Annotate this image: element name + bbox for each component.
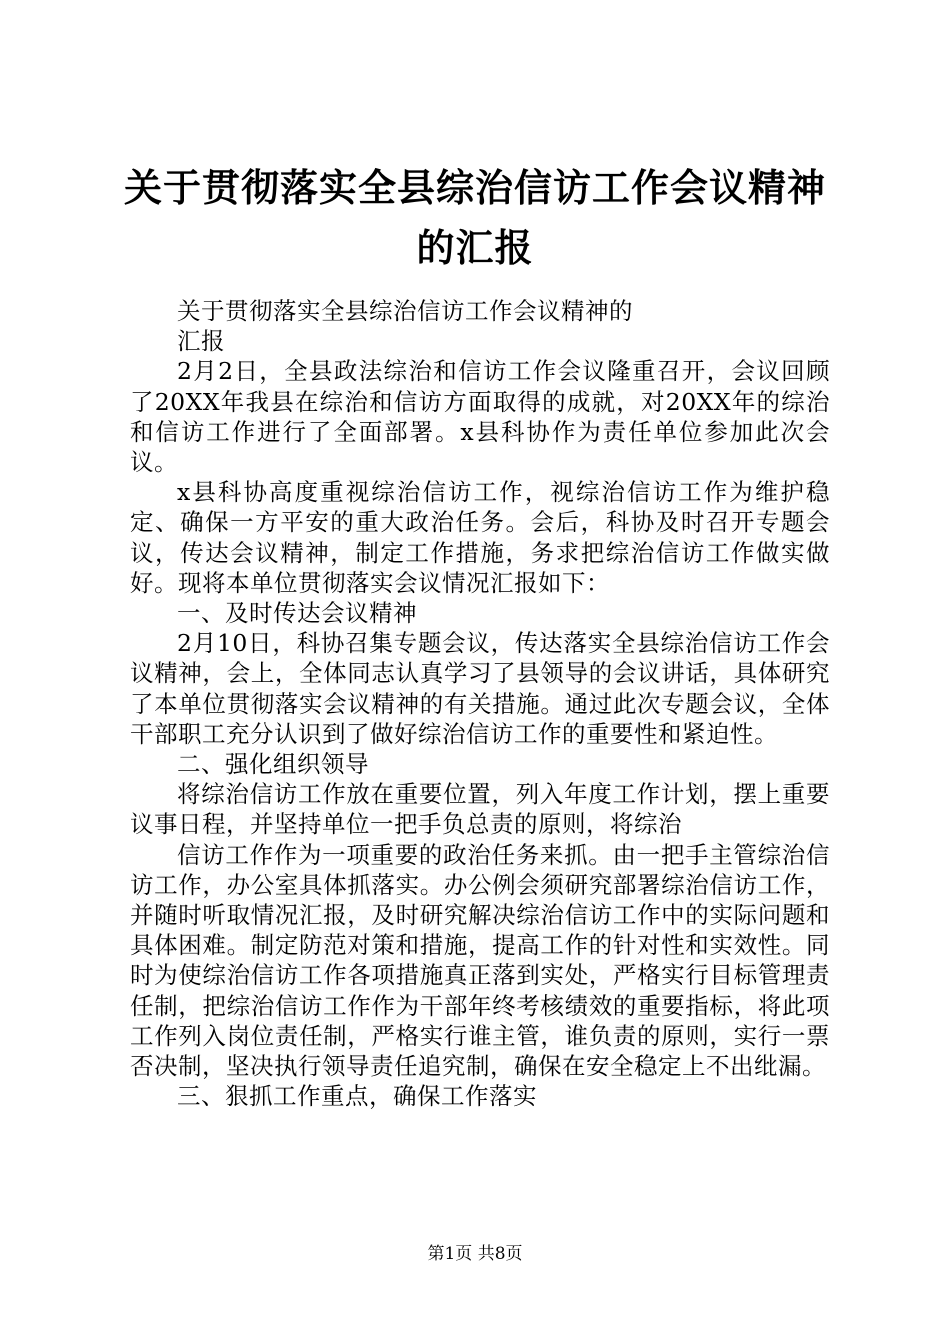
section-heading-2: 二、强化组织领导	[177, 750, 369, 779]
paragraph-meeting-summary: 2月2日，全县政法综治和信访工作会议隆重召开，会议回顾了20XX年我县在综治和信访方面取得的成就，对20XX年的综治和信访工作进行了全面部署。x县科协作为责任单位参加此次会议。	[130, 357, 830, 477]
paragraph-association-response: x县科协高度重视综治信访工作，视综治信访工作为维护稳定、确保一方平安的重大政治任务。会后，科协及时召开专题会议，传达会议精神，制定工作措施，务求把综治信访工作做实做好。现将本单位贯彻落实会议情况汇报如下：	[130, 478, 830, 597]
page-number-footer: 第1页 共8页	[427, 1244, 523, 1264]
document-title: 关于贯彻落实全县综治信访工作会议精神的汇报	[123, 166, 826, 270]
paragraph-section-2-part-2: 信访工作作为一项重要的政治任务来抓。由一把手主管综治信访工作，办公室具体抓落实。办公例会须研究部署综治信访工作，并随时听取情况汇报，及时研究解决综治信访工作中的实际问题和具体困难。制定防范对策和措施，提高工作的针对性和实效性。同时为使综治信访工作各项措施真正落到实处，严格实行目标管理责任制，把综治信访工作作为干部年终考核绩效的重要指标，将此项工作列入岗位责任制，严格实行谁主管，谁负责的原则，实行一票否决制，坚决执行领导责任追究制，确保在安全稳定上不出纰漏。	[130, 840, 830, 1081]
intro-heading-line-1: 关于贯彻落实全县综治信访工作会议精神的	[177, 297, 633, 325]
paragraph-section-2-part-1: 将综治信访工作放在重要位置，列入年度工作计划，摆上重要议事日程，并坚持单位一把手负总责的原则，将综治	[130, 780, 830, 839]
intro-heading-line-2: 汇报	[177, 327, 225, 356]
document-body	[130, 296, 830, 1111]
paragraph-section-1: 2月10日，科协召集专题会议，传达落实全县综治信访工作会议精神，会上，全体同志认真学习了县领导的会议讲话，具体研究了本单位贯彻落实会议精神的有关措施。通过此次专题会议，全体干部职工充分认识到了做好综治信访工作的重要性和紧迫性。	[130, 629, 830, 748]
section-heading-1: 一、及时传达会议精神	[177, 599, 417, 628]
section-heading-3: 三、狠抓工作重点，确保工作落实	[177, 1082, 537, 1111]
